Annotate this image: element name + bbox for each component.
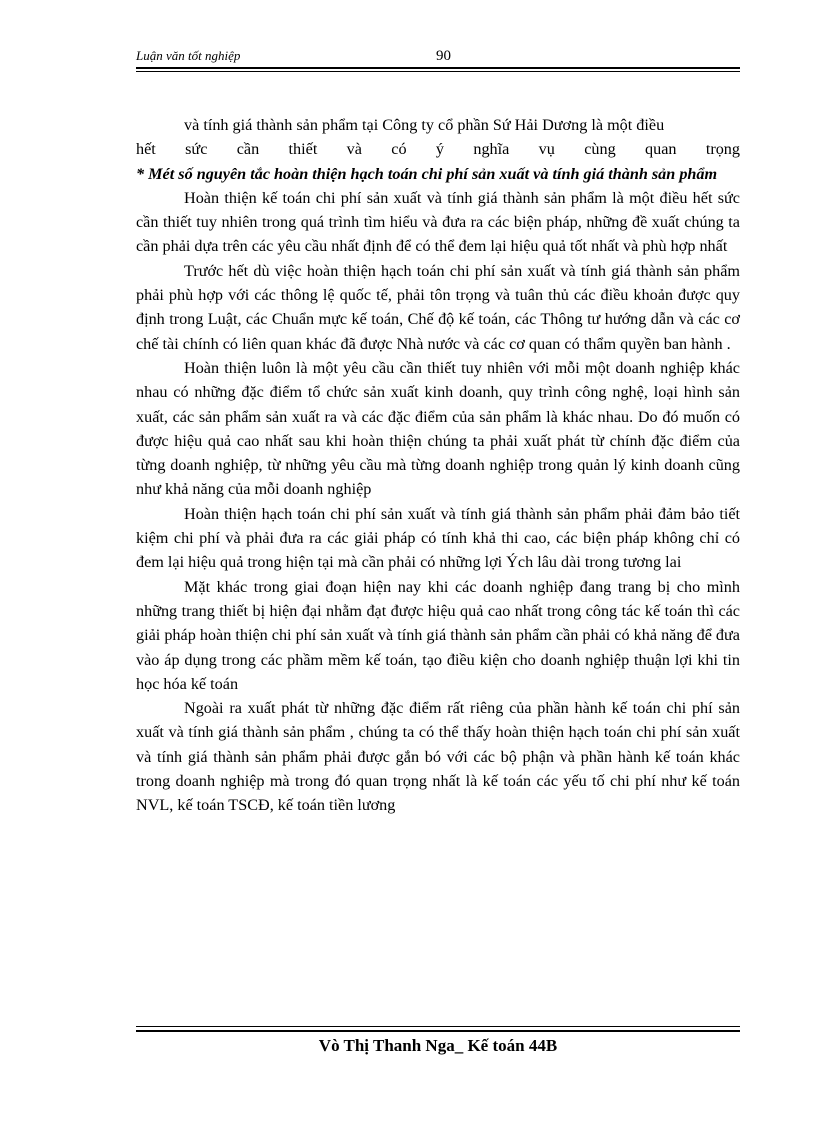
intro-line-2: hết sức cần thiết và có ý nghĩa vụ cùng quan trọng bbox=[136, 140, 740, 159]
header-title: Luận văn tốt nghiệp bbox=[136, 48, 241, 63]
page-header bbox=[136, 48, 740, 66]
paragraph-3: Hoàn thiện luôn là một yêu cầu cần thiết tuy nhiên với mỗi một doanh nghiệp khác nhau có những đặc điểm tổ chức sản xuất kinh doanh, quy trình công nghệ, loại hình sản xuất, các sản phẩm sản xuất ra và các đặc điểm của sản phẩm là khác nhau. Do đó muốn có được hiệu quả cao nhất sau khi hoàn thiện chúng ta phải xuất phát từ chính đặc điểm của từng doanh nghiệp, từ những yêu cầu mà từng doanh nghiệp trong quản lý kinh doanh cũng như khả năng của mỗi doanh nghiệp bbox=[136, 358, 740, 499]
intro-line-1: và tính giá thành sản phẩm tại Công ty cổ phần Sứ Hải Dương là một điều bbox=[184, 116, 665, 134]
header-rule-thin bbox=[136, 71, 740, 72]
document-body bbox=[136, 113, 740, 818]
paragraph-6: Ngoài ra xuất phát từ những đặc điểm rất riêng của phần hành kế toán chi phí sản xuất và tính giá thành sản phẩm , chúng ta có thể thấy hoàn thiện hạch toán chi phí sản xuất và tính giá thành sản phẩm phải được gắn bó với các bộ phận và phần hành kế toán khác trong doanh nghiệp mà trong đó quan trọng nhất là kế toán các yếu tố chi phí như kế toán NVL, kế toán TSCĐ, kế toán tiền lương bbox=[136, 699, 740, 815]
footer-author: Vò Thị Thanh Nga_ Kế toán 44B bbox=[318, 1036, 558, 1055]
paragraph-2: Trước hết dù việc hoàn thiện hạch toán chi phí sản xuất và tính giá thành sản phẩm phải phù hợp với các thông lệ quốc tế, phải tôn trọng và tuân thủ các điều khoản được quy định trong Luật, các Chuẩn mực kế toán, Chế độ kế toán, các Thông tư hướng dẫn và các cơ chế tài chính có liên quan khác đã được Nhà nước và các cơ quan có thẩm quyền ban hành . bbox=[136, 261, 740, 353]
section-heading: * Mét số nguyên tắc hoàn thiện hạch toán chi phí sản xuất và tính giá thành sản phẩm bbox=[136, 164, 718, 183]
paragraph-1: Hoàn thiện kế toán chi phí sản xuất và tính giá thành sản phẩm là một điều hết sức cần thiết tuy nhiên trong quá trình tìm hiểu và đưa ra các biện pháp, những đề xuất chúng ta cần phải dựa trên các yêu cầu nhất định để có thể đem lại hiệu quả tốt nhất và phù hợp nhất bbox=[136, 188, 740, 256]
page-number: 90 bbox=[436, 48, 451, 64]
header-rule-thick bbox=[136, 67, 740, 69]
footer-rule-thin bbox=[136, 1026, 740, 1027]
paragraph-4: Hoàn thiện hạch toán chi phí sản xuất và tính giá thành sản phẩm phải đảm bảo tiết kiệm chi phí và phải đưa ra các giải pháp có tính khả thi cao, các biện pháp không chỉ có đem lại hiệu quả trong hiện tại mà cần phải có những lợi Ých lâu dài trong tương lai bbox=[136, 504, 740, 572]
footer-rule-thick bbox=[136, 1030, 740, 1032]
paragraph-5: Mặt khác trong giai đoạn hiện nay khi các doanh nghiệp đang trang bị cho mình những trang thiết bị hiện đại nhằm đạt được hiệu quả cao nhất trong công tác kế toán thì các giải pháp hoàn thiện chi phí sản xuất và tính giá thành sản phẩm cần phải có khả năng để đưa vào áp dụng trong các phầm mềm kế toán, tạo điều kiện cho doanh nghiệp thuận lợi khi tin học hóa kế toán bbox=[136, 577, 740, 693]
